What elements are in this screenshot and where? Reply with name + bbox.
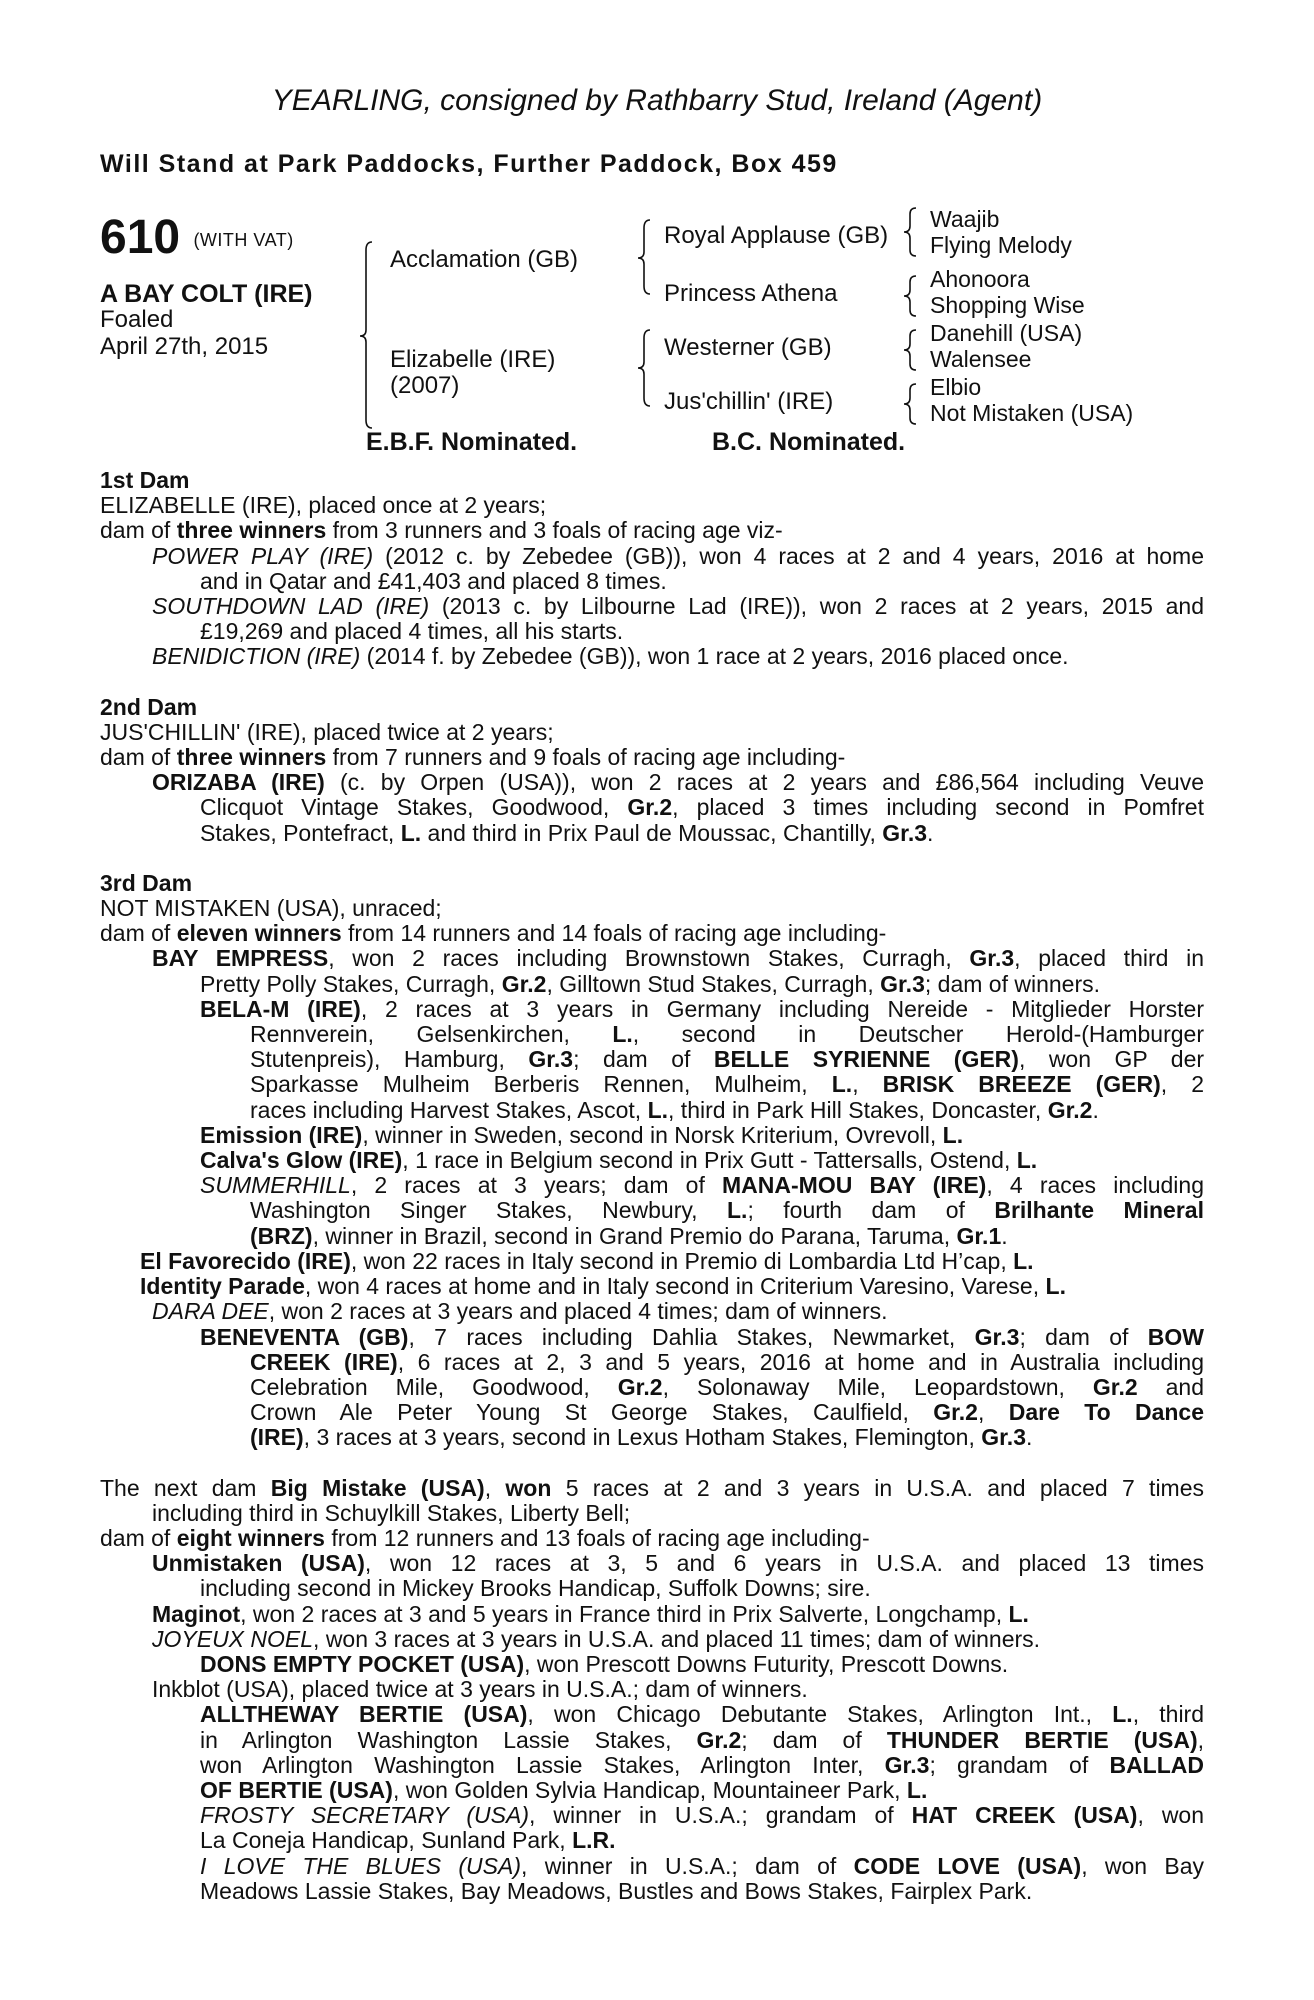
text-line: Stakes, Pontefract, L. and third in Prix Paul de Moussac, Chantilly, Gr.3. (200, 819, 934, 846)
text-line: (BRZ), winner in Brazil, second in Grand Premio do Parana, Taruma, Gr.1. (250, 1222, 1008, 1249)
brace-g4 (904, 384, 916, 424)
lot-vat: (WITH VAT) (193, 229, 294, 250)
text-line: La Coneja Handicap, Sunland Park, L.R. (200, 1827, 616, 1854)
progeny-entry: Inkblot (USA), placed twice at 3 years in U.S.A.; dam of winners. (152, 1676, 808, 1703)
text-line: including second in Mickey Brooks Handicap, Suffolk Downs; sire. (200, 1575, 871, 1602)
text-line: Celebration Mile, Goodwood, Gr.2, Solonaway Mile, Leopardstown, Gr.2 and (250, 1373, 1205, 1400)
ancestor-ahonoora: Ahonoora (930, 266, 1030, 292)
text-line: in Arlington Washington Lassie Stakes, Gr.2; dam of THUNDER BERTIE (USA), (200, 1726, 1204, 1753)
progeny-entry: FROSTY SECRETARY (USA), winner in U.S.A.; grandam of HAT CREEK (USA), won (200, 1802, 1205, 1829)
standing-location: Will Stand at Park Paddocks, Further Paddock, Box 459 (100, 150, 838, 178)
progeny-entry: Emission (IRE), winner in Sweden, second in Norsk Kriterium, Ovrevoll, L. (200, 1121, 964, 1148)
brace-g1 (904, 208, 916, 256)
brace-main (360, 242, 372, 428)
consignor-line: YEARLING, consigned by Rathbarry Stud, Ireland (Agent) (271, 84, 1043, 117)
progeny-entry: SOUTHDOWN LAD (IRE) (2013 c. by Lilbourne Lad (IRE)), won 2 races at 2 years, 2015 and (152, 593, 1204, 620)
sire-name: Acclamation (GB) (390, 246, 579, 273)
pedigree-braces (0, 0, 1314, 460)
text-line: dam of three winners from 3 runners and 3 foals of racing age viz- (100, 517, 783, 544)
text-line: dam of eleven winners from 14 runners and 14 foals of racing age including- (100, 920, 887, 947)
text-line: JUS'CHILLIN' (IRE), placed twice at 2 years; (100, 718, 554, 745)
progeny-entry: DONS EMPTY POCKET (USA), won Prescott Downs Futurity, Prescott Downs. (200, 1650, 1009, 1677)
dam-sire-name: Westerner (GB) (664, 334, 832, 361)
text-line: won Arlington Washington Lassie Stakes, Arlington Inter, Gr.3; grandam of BALLAD (200, 1751, 1204, 1778)
text-line: Stutenpreis), Hamburg, Gr.3; dam of BELLE SYRIENNE (GER), won GP der (250, 1046, 1205, 1073)
bc-nominated: B.C. Nominated. (712, 428, 906, 456)
next-dam-line: The next dam Big Mistake (USA), won 5 races at 2 and 3 years in U.S.A. and placed 7 times (100, 1474, 1205, 1501)
text-line: Crown Ale Peter Young St George Stakes, Caulfield, Gr.2, Dare To Dance (250, 1399, 1205, 1426)
lot-name: A BAY COLT (IRE) (100, 280, 313, 308)
text-line: dam of eight winners from 12 runners and 13 foals of racing age including- (100, 1524, 870, 1551)
text-line: Rennverein, Gelsenkirchen, L., second in Deutscher Herold-(Hamburger (250, 1021, 1204, 1048)
foaled-label: Foaled (100, 306, 174, 333)
sire-sire-name: Royal Applause (GB) (664, 222, 889, 249)
ebf-nominated: E.B.F. Nominated. (366, 428, 578, 456)
progeny-entry: Maginot, won 2 races at 3 and 5 years in France third in Prix Salverte, Longchamp, L. (152, 1600, 1029, 1627)
catalogue-body (100, 468, 1204, 1904)
ancestor-shopping-wise: Shopping Wise (930, 292, 1085, 318)
text-line: £19,269 and placed 4 times, all his starts. (200, 618, 624, 645)
text-line: NOT MISTAKEN (USA), unraced; (100, 895, 442, 922)
ancestor-elbio: Elbio (930, 374, 982, 400)
text-line: Washington Singer Stakes, Newbury, L.; fourth dam of Brilhante Mineral (250, 1197, 1204, 1224)
brace-sire (638, 220, 650, 294)
foaled-date: April 27th, 2015 (100, 333, 269, 360)
dam-name: Elizabelle (IRE) (390, 346, 556, 373)
text-line: races including Harvest Stakes, Ascot, L., third in Park Hill Stakes, Doncaster, Gr.2. (250, 1096, 1099, 1123)
section-heading-3rd-dam: 3rd Dam (100, 869, 193, 896)
section-heading-2nd-dam: 2nd Dam (100, 693, 198, 720)
progeny-entry: Identity Parade, won 4 races at home and in Italy second in Criterium Varesino, Varese, L. (140, 1273, 1066, 1300)
brace-g3 (904, 330, 916, 370)
dam-dam-name: Jus'chillin' (IRE) (664, 388, 834, 415)
sire-dam-name: Princess Athena (664, 280, 838, 307)
ancestor-flying-melody: Flying Melody (930, 232, 1072, 258)
text-line: CREEK (IRE), 6 races at 2, 3 and 5 years, 2016 at home and in Australia including (250, 1348, 1205, 1375)
progeny-entry: JOYEUX NOEL, won 3 races at 3 years in U.S.A. and placed 11 times; dam of winners. (152, 1625, 1041, 1652)
ancestor-danehill: Danehill (USA) (930, 320, 1083, 346)
text-line: Meadows Lassie Stakes, Bay Meadows, Bustles and Bows Stakes, Fairplex Park. (200, 1877, 1033, 1904)
progeny-entry: BAY EMPRESS, won 2 races including Brownstown Stakes, Curragh, Gr.3, placed third in (152, 945, 1204, 972)
brace-g2 (904, 276, 916, 316)
progeny-entry: I LOVE THE BLUES (USA), winner in U.S.A.; dam of CODE LOVE (USA), won Bay (200, 1852, 1205, 1879)
section-heading-1st-dam: 1st Dam (100, 467, 190, 493)
progeny-entry: SUMMERHILL, 2 races at 3 years; dam of MANA-MOU BAY (IRE), 4 races including (200, 1172, 1205, 1199)
progeny-entry: ALLTHEWAY BERTIE (USA), won Chicago Debutante Stakes, Arlington Int., L., third (200, 1701, 1204, 1728)
text-line: OF BERTIE (USA), won Golden Sylvia Handicap, Mountaineer Park, L. (200, 1776, 928, 1803)
ancestor-waajib: Waajib (930, 206, 1000, 232)
progeny-entry: Calva's Glow (IRE), 1 race in Belgium second in Prix Gutt - Tattersalls, Ostend, L. (200, 1147, 1038, 1174)
progeny-entry: Unmistaken (USA), won 12 races at 3, 5 and 6 years in U.S.A. and placed 13 times (152, 1550, 1204, 1577)
text-line: Pretty Polly Stakes, Curragh, Gr.2, Gilltown Stud Stakes, Curragh, Gr.3; dam of winners. (200, 970, 1101, 997)
dam-year: (2007) (390, 372, 460, 399)
ancestor-walensee: Walensee (930, 346, 1032, 372)
progeny-entry: BENIDICTION (IRE) (2014 f. by Zebedee (GB)), won 1 race at 2 years, 2016 placed once. (152, 643, 1069, 670)
progeny-entry: DARA DEE, won 2 races at 3 years and placed 4 times; dam of winners. (152, 1298, 888, 1325)
lot-number-value: 610 (100, 211, 181, 264)
text-line: Sparkasse Mulheim Berberis Rennen, Mulheim, L., BRISK BREEZE (GER), 2 (250, 1071, 1205, 1098)
text-line: ELIZABELLE (IRE), placed once at 2 years; (100, 492, 547, 519)
brace-dam (638, 330, 650, 406)
progeny-entry: El Favorecido (IRE), won 22 races in Italy second in Premio di Lombardia Ltd H’cap, L. (140, 1247, 1034, 1274)
progeny-entry: BELA-M (IRE), 2 races at 3 years in Germany including Nereide - Mitglieder Horster (200, 995, 1205, 1022)
progeny-entry: ORIZABA (IRE) (c. by Orpen (USA)), won 2 races at 2 years and £86,564 including Veuve (152, 769, 1204, 796)
text-line: dam of three winners from 7 runners and 9 foals of racing age including- (100, 744, 846, 771)
text-line: and in Qatar and £41,403 and placed 8 times. (200, 567, 667, 594)
ancestor-not-mistaken: Not Mistaken (USA) (930, 400, 1134, 426)
progeny-entry: BENEVENTA (GB), 7 races including Dahlia Stakes, Newmarket, Gr.3; dam of BOW (200, 1323, 1204, 1350)
progeny-entry: POWER PLAY (IRE) (2012 c. by Zebedee (GB)), won 4 races at 2 and 4 years, 2016 at home (152, 542, 1204, 569)
text-line: including third in Schuylkill Stakes, Liberty Bell; (152, 1499, 631, 1526)
text-line: (IRE), 3 races at 3 years, second in Lexus Hotham Stakes, Flemington, Gr.3. (250, 1424, 1033, 1451)
text-line: Clicquot Vintage Stakes, Goodwood, Gr.2, placed 3 times including second in Pomfret (200, 794, 1204, 821)
